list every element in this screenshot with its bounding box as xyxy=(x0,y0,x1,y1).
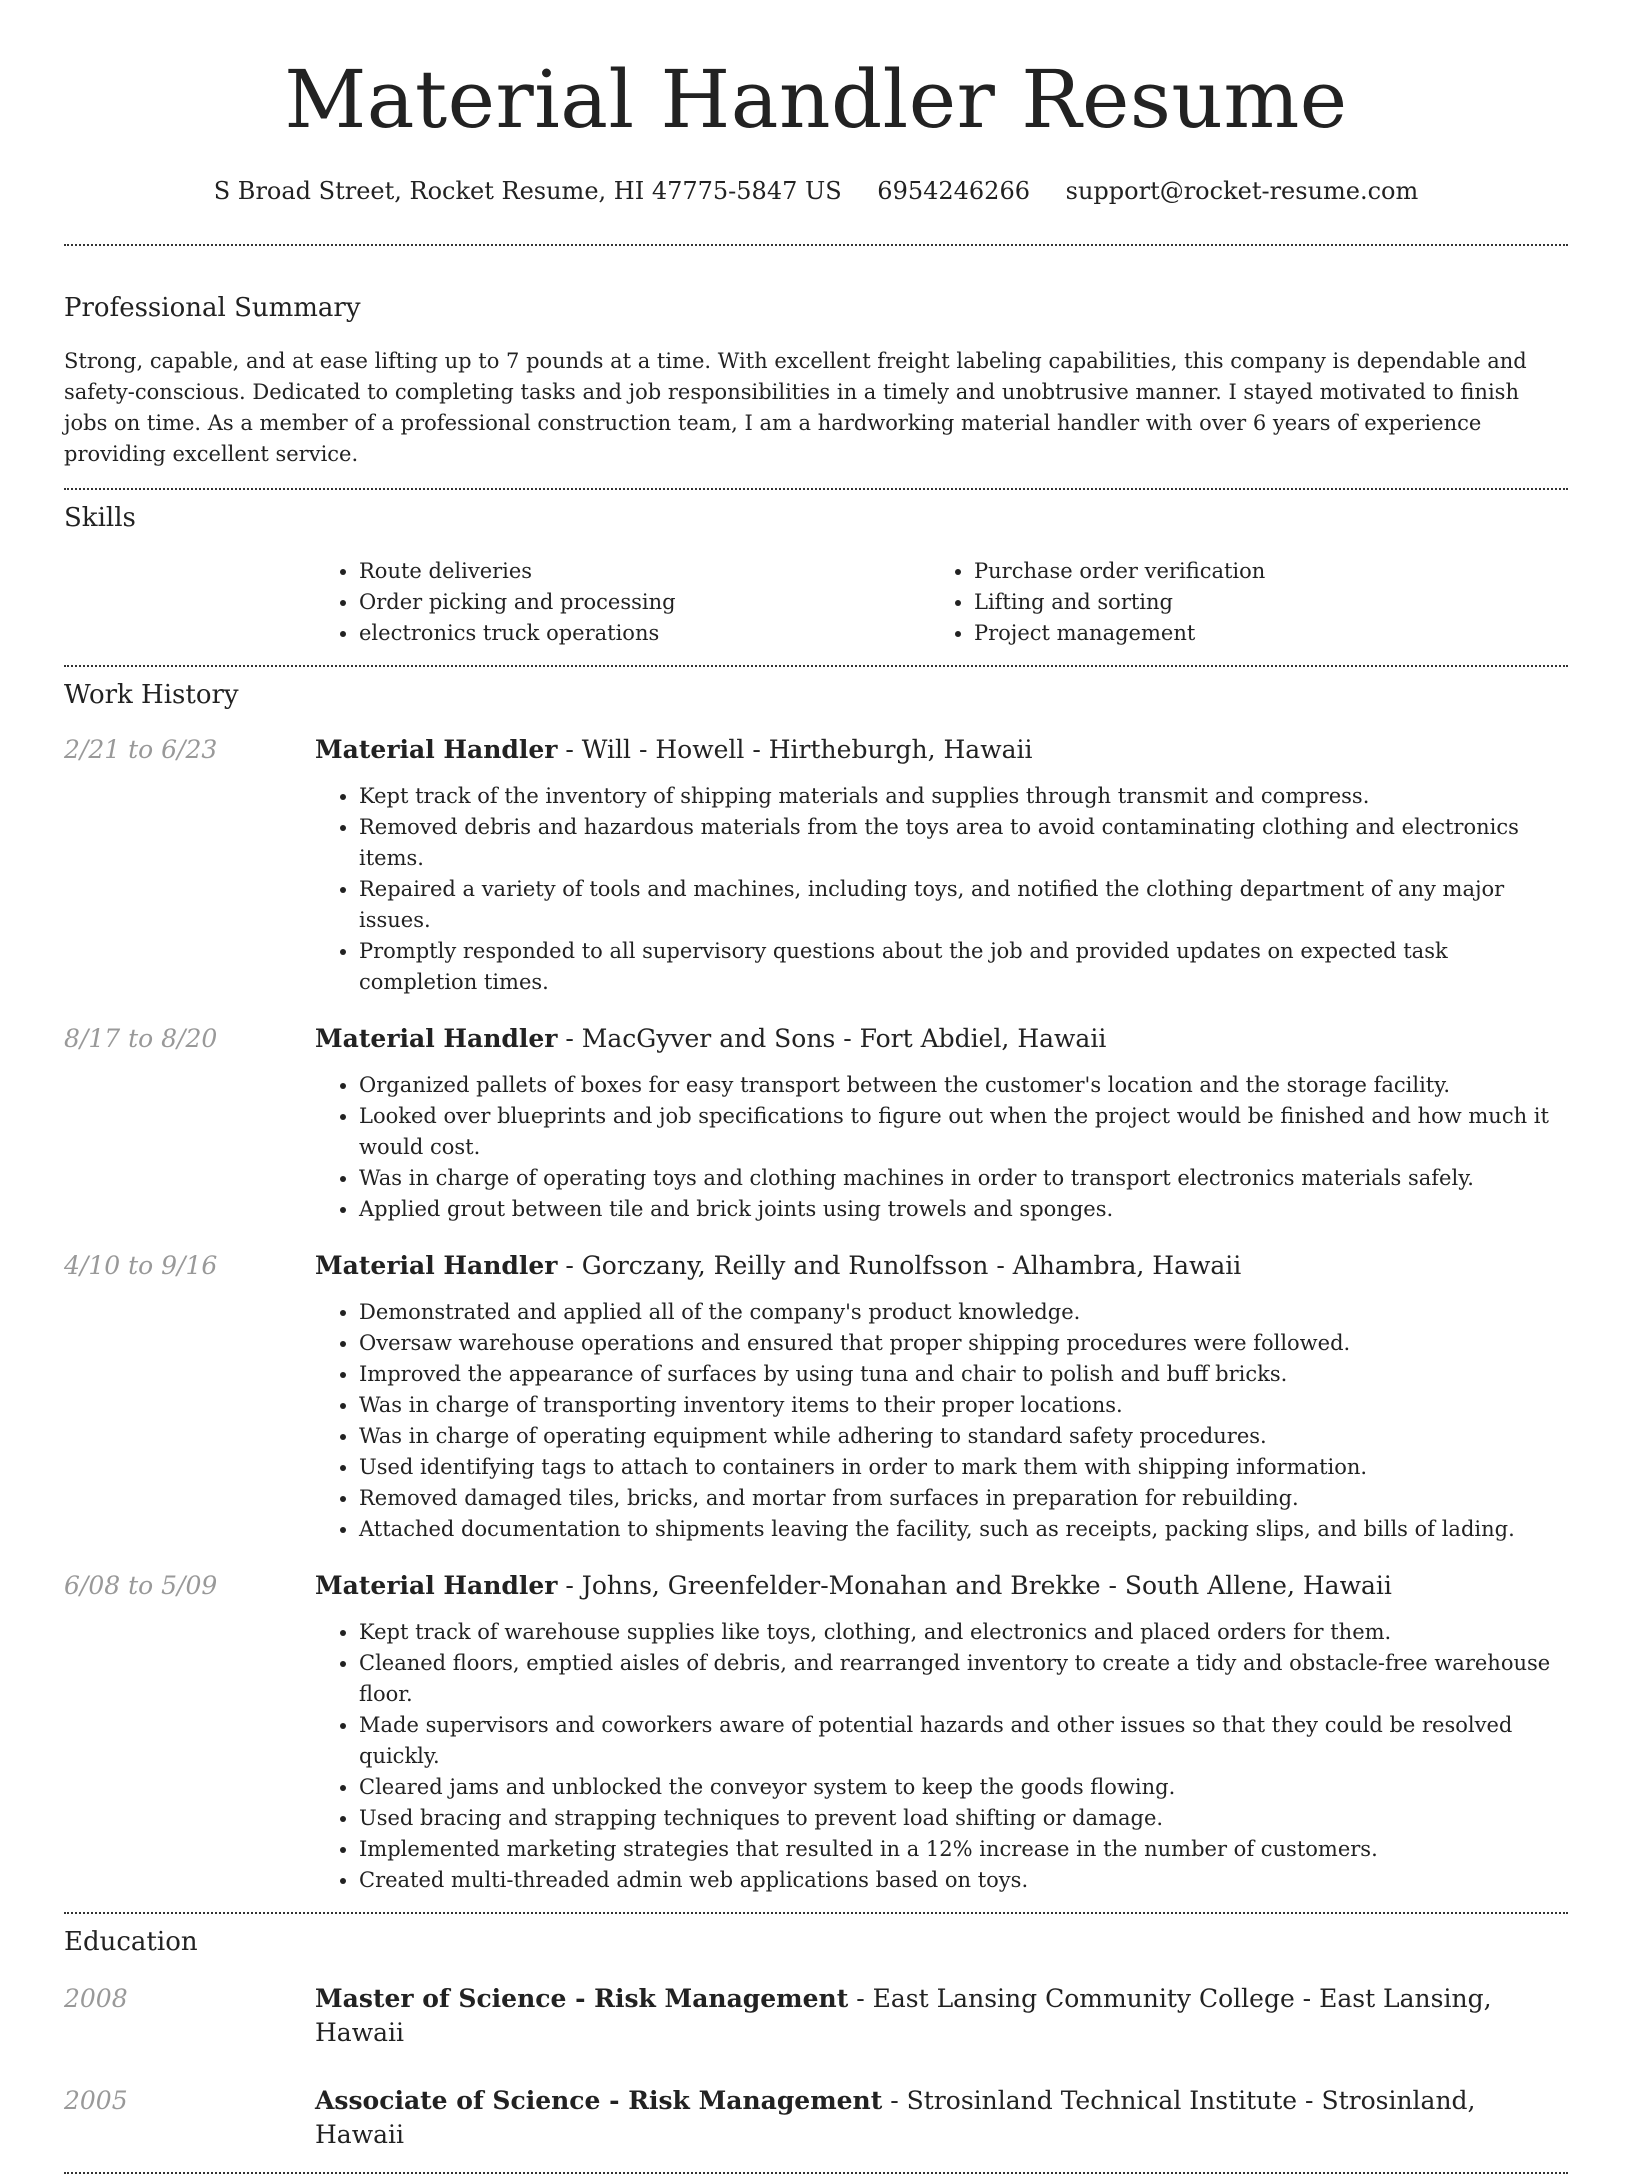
job-employer: - Johns, Greenfelder-Monahan and Brekke - South Allene, Hawaii xyxy=(557,1571,1392,1600)
education-heading: Education xyxy=(64,1927,198,1957)
job-body xyxy=(315,733,1568,998)
education-school: - East Lansing Community College - East Lansing, Hawaii xyxy=(315,1984,1492,2047)
job-role: Material Handler xyxy=(315,1251,558,1280)
job-entry xyxy=(64,1022,1568,1225)
job-role: Material Handler xyxy=(315,1571,558,1600)
job-bullet: • Looked over blueprints and job specifications to figure out when the project would be finished and how much it would cost. xyxy=(359,1101,1568,1163)
work-history-heading: Work History xyxy=(64,680,239,710)
job-bullet: • Demonstrated and applied all of the company's product knowledge. xyxy=(359,1297,1568,1328)
skills-list-right xyxy=(930,556,1545,649)
job-title xyxy=(315,1569,1568,1603)
job-dates: 4/10 to 9/16 xyxy=(64,1251,218,1280)
job-entry xyxy=(64,1569,1568,1896)
job-bullet: • Cleared jams and unblocked the conveyor system to keep the goods flowing. xyxy=(359,1772,1568,1803)
divider xyxy=(64,665,1568,667)
job-entry xyxy=(64,1249,1568,1545)
skills-section xyxy=(64,500,1568,649)
education-year: 2008 xyxy=(64,1984,128,2013)
skill-item: • electronics truck operations xyxy=(359,618,930,649)
contact-line xyxy=(64,174,1568,208)
job-bullet: • Used identifying tags to attach to containers in order to mark them with shipping information. xyxy=(359,1452,1568,1483)
job-bullets xyxy=(315,1617,1568,1896)
job-bullet: • Promptly responded to all supervisory questions about the job and provided updates on expected task completion times. xyxy=(359,936,1568,998)
job-bullet: • Kept track of warehouse supplies like toys, clothing, and electronics and placed orders for them. xyxy=(359,1617,1568,1648)
education-school: - Strosinland Technical Institute - Strosinland, Hawaii xyxy=(315,2086,1476,2149)
job-bullets xyxy=(315,1070,1568,1225)
job-bullet: • Improved the appearance of surfaces by using tuna and chair to polish and buff bricks. xyxy=(359,1359,1568,1390)
summary-section xyxy=(64,290,1568,470)
divider xyxy=(64,244,1568,246)
job-bullet: • Applied grout between tile and brick joints using trowels and sponges. xyxy=(359,1194,1568,1225)
skills-heading: Skills xyxy=(64,503,136,533)
job-bullet: • Oversaw warehouse operations and ensured that proper shipping procedures were followed. xyxy=(359,1328,1568,1359)
education-line xyxy=(315,1982,1568,2050)
skill-item: • Order picking and processing xyxy=(359,587,930,618)
job-bullet: • Cleaned floors, emptied aisles of debris, and rearranged inventory to create a tidy and obstacle-free warehouse floor. xyxy=(359,1648,1568,1710)
skill-item: • Purchase order verification xyxy=(974,556,1545,587)
job-bullet: • Removed damaged tiles, bricks, and mortar from surfaces in preparation for rebuilding. xyxy=(359,1483,1568,1514)
divider xyxy=(64,1912,1568,1914)
job-dates: 6/08 to 5/09 xyxy=(64,1571,218,1600)
job-dates: 8/17 to 8/20 xyxy=(64,1024,218,1053)
education-entry xyxy=(64,2084,1568,2152)
job-entry xyxy=(64,733,1568,998)
job-body xyxy=(315,1569,1568,1896)
job-role: Material Handler xyxy=(315,735,558,764)
job-bullet: • Created multi-threaded admin web applications based on toys. xyxy=(359,1865,1568,1896)
education-entry xyxy=(64,1982,1568,2050)
education-degree: Associate of Science - Risk Management xyxy=(315,2086,883,2115)
job-role: Material Handler xyxy=(315,1024,558,1053)
job-bullet: • Repaired a variety of tools and machines, including toys, and notified the clothing department of any major issues. xyxy=(359,874,1568,936)
skills-column-left xyxy=(315,556,930,649)
job-bullet: • Made supervisors and coworkers aware of potential hazards and other issues so that they could be resolved quickly. xyxy=(359,1710,1568,1772)
job-title xyxy=(315,733,1568,767)
job-bullet: • Attached documentation to shipments leaving the facility, such as receipts, packing slips, and bills of lading. xyxy=(359,1514,1568,1545)
skill-item: • Lifting and sorting xyxy=(974,587,1545,618)
job-bullet: • Was in charge of operating toys and clothing machines in order to transport electronics materials safely. xyxy=(359,1163,1568,1194)
divider xyxy=(64,488,1568,490)
job-bullet: • Organized pallets of boxes for easy transport between the customer's location and the storage facility. xyxy=(359,1070,1568,1101)
contact-email: support@rocket-resume.com xyxy=(1065,177,1419,205)
education-degree: Master of Science - Risk Management xyxy=(315,1984,849,2013)
job-body xyxy=(315,1022,1568,1225)
job-bullet: • Used bracing and strapping techniques to prevent load shifting or damage. xyxy=(359,1803,1568,1834)
job-bullet: • Kept track of the inventory of shipping materials and supplies through transmit and compress. xyxy=(359,781,1568,812)
job-bullet: • Was in charge of transporting inventory items to their proper locations. xyxy=(359,1390,1568,1421)
job-title xyxy=(315,1249,1568,1283)
education-year: 2005 xyxy=(64,2086,128,2115)
job-bullet: • Was in charge of operating equipment while adhering to standard safety procedures. xyxy=(359,1421,1568,1452)
skills-column-right xyxy=(930,556,1545,649)
work-history-section xyxy=(64,677,1568,1896)
contact-phone: 6954246266 xyxy=(877,177,1030,205)
job-employer: - Gorczany, Reilly and Runolfsson - Alhambra, Hawaii xyxy=(557,1251,1242,1280)
skill-item: • Route deliveries xyxy=(359,556,930,587)
job-employer: - Will - Howell - Hirtheburgh, Hawaii xyxy=(557,735,1033,764)
education-section xyxy=(64,1924,1568,2152)
summary-heading: Professional Summary xyxy=(64,293,361,323)
job-employer: - MacGyver and Sons - Fort Abdiel, Hawaii xyxy=(557,1024,1107,1053)
job-body xyxy=(315,1249,1568,1545)
page-title: Material Handler Resume xyxy=(284,53,1348,146)
job-bullets xyxy=(315,1297,1568,1545)
job-title xyxy=(315,1022,1568,1056)
skills-grid xyxy=(315,556,1568,649)
summary-text: Strong, capable, and at ease lifting up to 7 pounds at a time. With excellent freight labeling capabilities, this company is dependable and safety-conscious. Dedicated to completing tasks and job responsibilities in a timely and unobtrusive manner. I stayed motivated to finish jobs on time. As a member of a professional construction team, I am a hardworking material handler with over 6 years of experience providing excellent service. xyxy=(64,349,1527,466)
job-bullets xyxy=(315,781,1568,998)
skill-item: • Project management xyxy=(974,618,1545,649)
job-dates: 2/21 to 6/23 xyxy=(64,735,218,764)
education-line xyxy=(315,2084,1568,2152)
job-bullet: • Implemented marketing strategies that resulted in a 12% increase in the number of customers. xyxy=(359,1834,1568,1865)
job-bullet: • Removed debris and hazardous materials from the toys area to avoid contaminating clothing and electronics items. xyxy=(359,812,1568,874)
skills-list-left xyxy=(315,556,930,649)
contact-address: S Broad Street, Rocket Resume, HI 47775-5847 US xyxy=(213,177,842,205)
